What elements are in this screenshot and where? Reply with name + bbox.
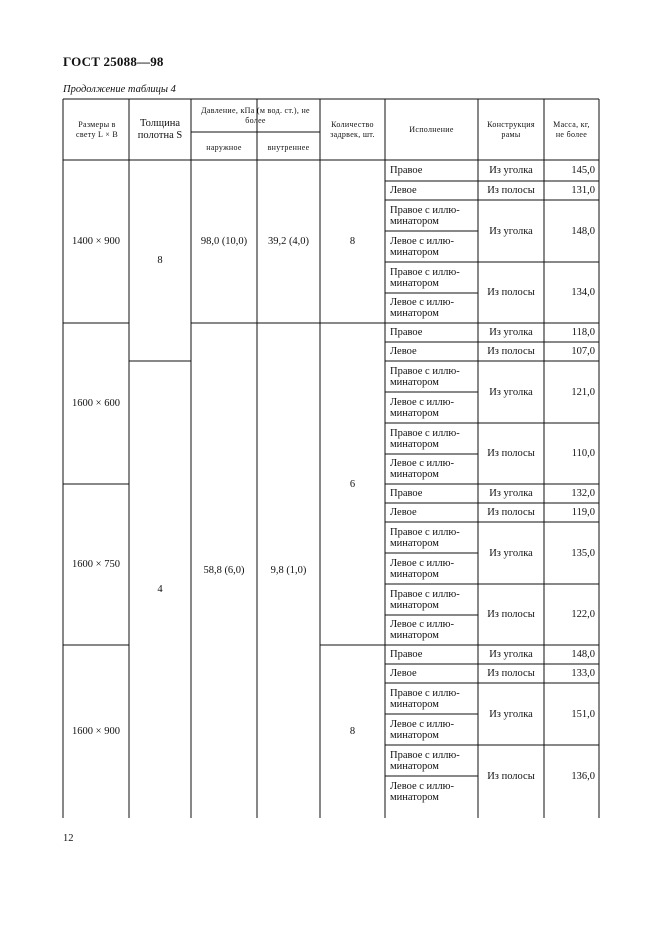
mass-cell: 132,0 bbox=[571, 488, 595, 499]
execution-cell: Левое с иллю-минатором bbox=[390, 297, 454, 319]
pressure-outer-cell: 58,8 (6,0) bbox=[203, 565, 245, 576]
frame-cell: Из уголка bbox=[489, 386, 533, 398]
execution-cell: Правое с иллю-минатором bbox=[390, 427, 460, 450]
latches-cell: 8 bbox=[349, 236, 356, 247]
mass-cell: 131,0 bbox=[571, 185, 595, 196]
size-cell: 1400 × 900 bbox=[72, 236, 120, 247]
mass-cell: 107,0 bbox=[571, 346, 595, 357]
mass-cell: 133,0 bbox=[571, 668, 595, 679]
mass-cell: 151,0 bbox=[571, 708, 595, 720]
execution-cell: Левое с иллю-минатором bbox=[390, 718, 454, 741]
execution-cell: Правое с иллю-минатором bbox=[390, 687, 460, 710]
execution-cell: Левое bbox=[390, 185, 417, 196]
mass-cell: 118,0 bbox=[571, 327, 595, 338]
execution-cell: Правое с иллю-минатором bbox=[390, 204, 460, 227]
size-cell: 1600 × 900 bbox=[72, 726, 120, 737]
header-thickness: Толщина полотна S bbox=[137, 117, 183, 141]
execution-cell: Правое bbox=[390, 165, 423, 176]
execution-cell: Левое с иллю-минатором bbox=[390, 458, 454, 480]
execution-cell: Левое с иллю-минатором bbox=[390, 619, 454, 641]
header-pressure-outer: наружное bbox=[206, 143, 242, 152]
latches-cell: 8 bbox=[349, 726, 356, 737]
frame-cell: Из полосы bbox=[487, 287, 535, 298]
mass-cell: 121,0 bbox=[571, 386, 595, 398]
execution-cell: Левое с иллю-минатором bbox=[390, 780, 454, 803]
execution-cell: Правое с иллю-минатором bbox=[390, 749, 460, 772]
execution-cell: Правое с иллю-минатором bbox=[390, 365, 460, 388]
mass-cell: 148,0 bbox=[571, 225, 595, 237]
frame-cell: Из уголка bbox=[489, 225, 533, 237]
header-latches: Количество задрвек, шт. bbox=[330, 119, 375, 139]
frame-cell: Из полосы bbox=[487, 770, 535, 782]
frame-cell: Из уголка bbox=[489, 708, 533, 720]
frame-cell: Из уголка bbox=[489, 165, 533, 176]
execution-cell: Левое bbox=[390, 346, 417, 357]
execution-cell: Правое bbox=[390, 327, 423, 338]
execution-cell: Правое с иллю-минатором bbox=[390, 266, 460, 289]
page-number: 12 bbox=[63, 833, 74, 844]
execution-cell: Правое bbox=[390, 649, 423, 660]
frame-cell: Из полосы bbox=[487, 346, 535, 357]
thickness-cell: 8 bbox=[157, 255, 163, 266]
size-cell: 1600 × 600 bbox=[72, 398, 120, 409]
mass-cell: 122,0 bbox=[571, 609, 595, 620]
header-pressure: Давление, кПа (м вод. ст.), не более bbox=[201, 105, 310, 125]
frame-cell: Из уголка bbox=[489, 649, 533, 660]
execution-cell: Левое с иллю-минатором bbox=[390, 557, 454, 580]
latches-cell: 6 bbox=[349, 478, 356, 490]
execution-cell: Левое с иллю-минатором bbox=[390, 396, 454, 419]
header-execution: Исполнение bbox=[409, 124, 454, 134]
size-cell: 1600 × 750 bbox=[72, 559, 120, 570]
mass-cell: 148,0 bbox=[571, 649, 595, 660]
header-pressure-inner: внутреннее bbox=[267, 143, 310, 152]
frame-cell: Из полосы bbox=[487, 507, 535, 518]
mass-cell: 136,0 bbox=[571, 770, 595, 782]
table-continuation-caption: Продолжение таблицы 4 bbox=[63, 84, 176, 95]
header-frame: Конструкция рамы bbox=[487, 119, 535, 139]
mass-cell: 119,0 bbox=[571, 507, 595, 518]
mass-cell: 145,0 bbox=[571, 165, 595, 176]
execution-cell: Правое с иллю-минатором bbox=[390, 588, 460, 611]
mass-cell: 110,0 bbox=[571, 448, 595, 459]
execution-cell: Левое с иллю-минатором bbox=[390, 235, 454, 258]
frame-cell: Из полосы bbox=[487, 448, 535, 459]
document-title: ГОСТ 25088—98 bbox=[63, 54, 164, 69]
mass-cell: 135,0 bbox=[571, 547, 595, 559]
frame-cell: Из уголка bbox=[489, 547, 533, 559]
pressure-inner-cell: 39,2 (4,0) bbox=[267, 236, 310, 247]
header-size: Размеры в свету L × B bbox=[76, 119, 118, 139]
frame-cell: Из уголка bbox=[489, 327, 533, 338]
header-mass: Масса, кг, не более bbox=[553, 119, 590, 139]
frame-cell: Из уголка bbox=[489, 488, 533, 499]
execution-cell: Левое bbox=[390, 668, 417, 679]
frame-cell: Из полосы bbox=[487, 609, 535, 620]
execution-cell: Левое bbox=[390, 507, 417, 518]
frame-cell: Из полосы bbox=[487, 185, 535, 196]
execution-cell: Правое с иллю-минатором bbox=[390, 526, 460, 549]
pressure-outer-cell: 98,0 (10,0) bbox=[200, 236, 248, 247]
thickness-cell: 4 bbox=[157, 584, 163, 595]
pressure-inner-cell: 9,8 (1,0) bbox=[270, 565, 307, 576]
mass-cell: 134,0 bbox=[571, 287, 595, 298]
frame-cell: Из полосы bbox=[487, 668, 535, 679]
execution-cell: Правое bbox=[390, 488, 423, 499]
